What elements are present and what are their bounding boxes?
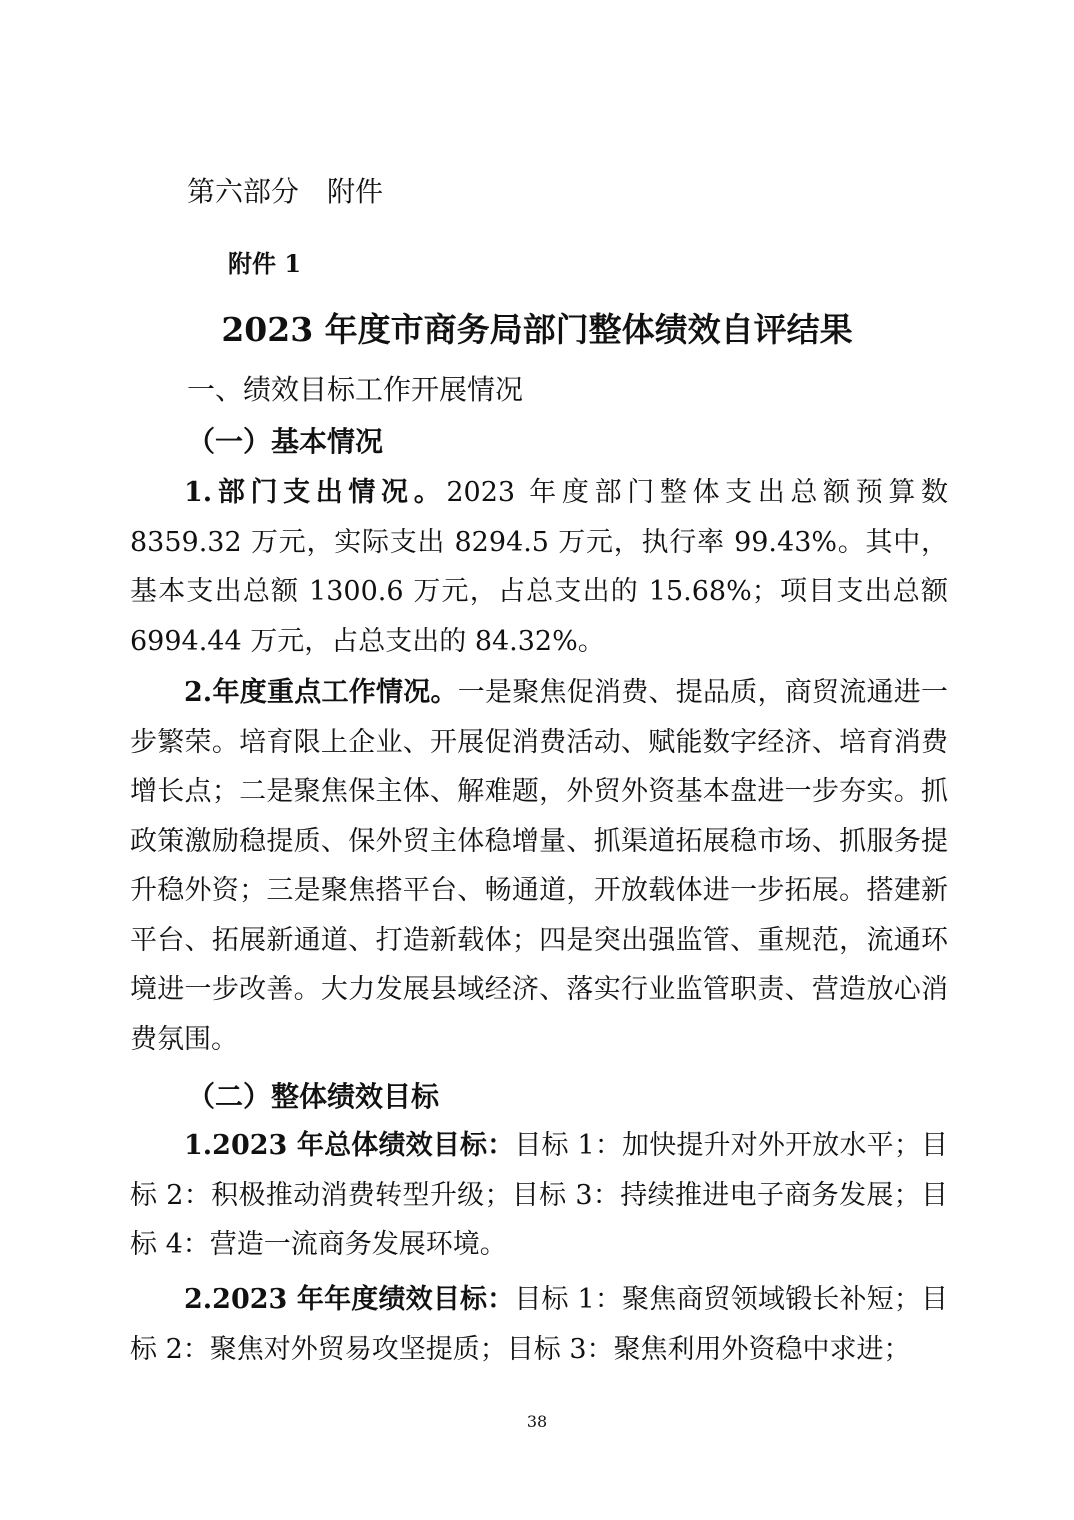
paragraph-key-work xyxy=(130,668,948,1064)
paragraph-text: 目标 1：加快提升对外开放水平；目标 2：积极推动消费转型升级；目标 3：持续推进电子商务发展；目标 4：营造一流商务发展环境。 xyxy=(130,1130,948,1260)
paragraph-text: 2023 年度部门整体支出总额预算数 8359.32 万元，实际支出 8294.5 万元，执行率 99.43%。其中，基本支出总额 1300.6 万元，占总支出的 15.68%；项目支出总额 6994.44 万元，占总支出的 84.32%。 xyxy=(130,477,949,657)
paragraph-label: 2.2023 年年度绩效目标： xyxy=(184,1284,515,1315)
paragraph-label: 1.2023 年总体绩效目标： xyxy=(184,1130,515,1161)
paragraph-overall-goals xyxy=(130,1121,948,1270)
subsection-heading-basic: （一）基本情况 xyxy=(187,425,384,458)
part-heading: 第六部分 附件 xyxy=(187,175,384,208)
paragraph-text: 目标 1：聚焦商贸领域锻长补短；目标 2：聚焦对外贸易攻坚提质；目标 3：聚焦利用外资稳中求进； xyxy=(130,1284,948,1365)
section-heading-1: 一、绩效目标工作开展情况 xyxy=(187,373,524,406)
paragraph-expenditure xyxy=(130,468,948,666)
paragraph-label: 1.部门支出情况。 xyxy=(184,477,447,508)
document-title: 2023 年度市商务局部门整体绩效自评结果 xyxy=(221,310,853,349)
paragraph-label: 2.年度重点工作情况。 xyxy=(184,677,458,708)
paragraph-text: 一是聚焦促消费、提品质，商贸流通进一步繁荣。培育限上企业、开展促消费活动、赋能数字经济、培育消费增长点；二是聚焦保主体、解难题，外贸外资基本盘进一步夯实。抓政策激励稳提质、保外贸主体稳增量、抓渠道拓展稳市场、抓服务提升稳外资；三是聚焦搭平台、畅通道，开放载体进一步拓展。搭建新平台、拓展新通道、打造新载体；四是突出强监管、重规范，流通环境进一步改善。大力发展县域经济、落实行业监管职责、营造放心消费氛围。 xyxy=(130,677,949,1055)
subsection-heading-goals: （二）整体绩效目标 xyxy=(187,1080,440,1113)
paragraph-annual-goals xyxy=(130,1275,948,1374)
page-number: 38 xyxy=(526,1412,548,1431)
annex-label: 附件 1 xyxy=(228,249,302,278)
